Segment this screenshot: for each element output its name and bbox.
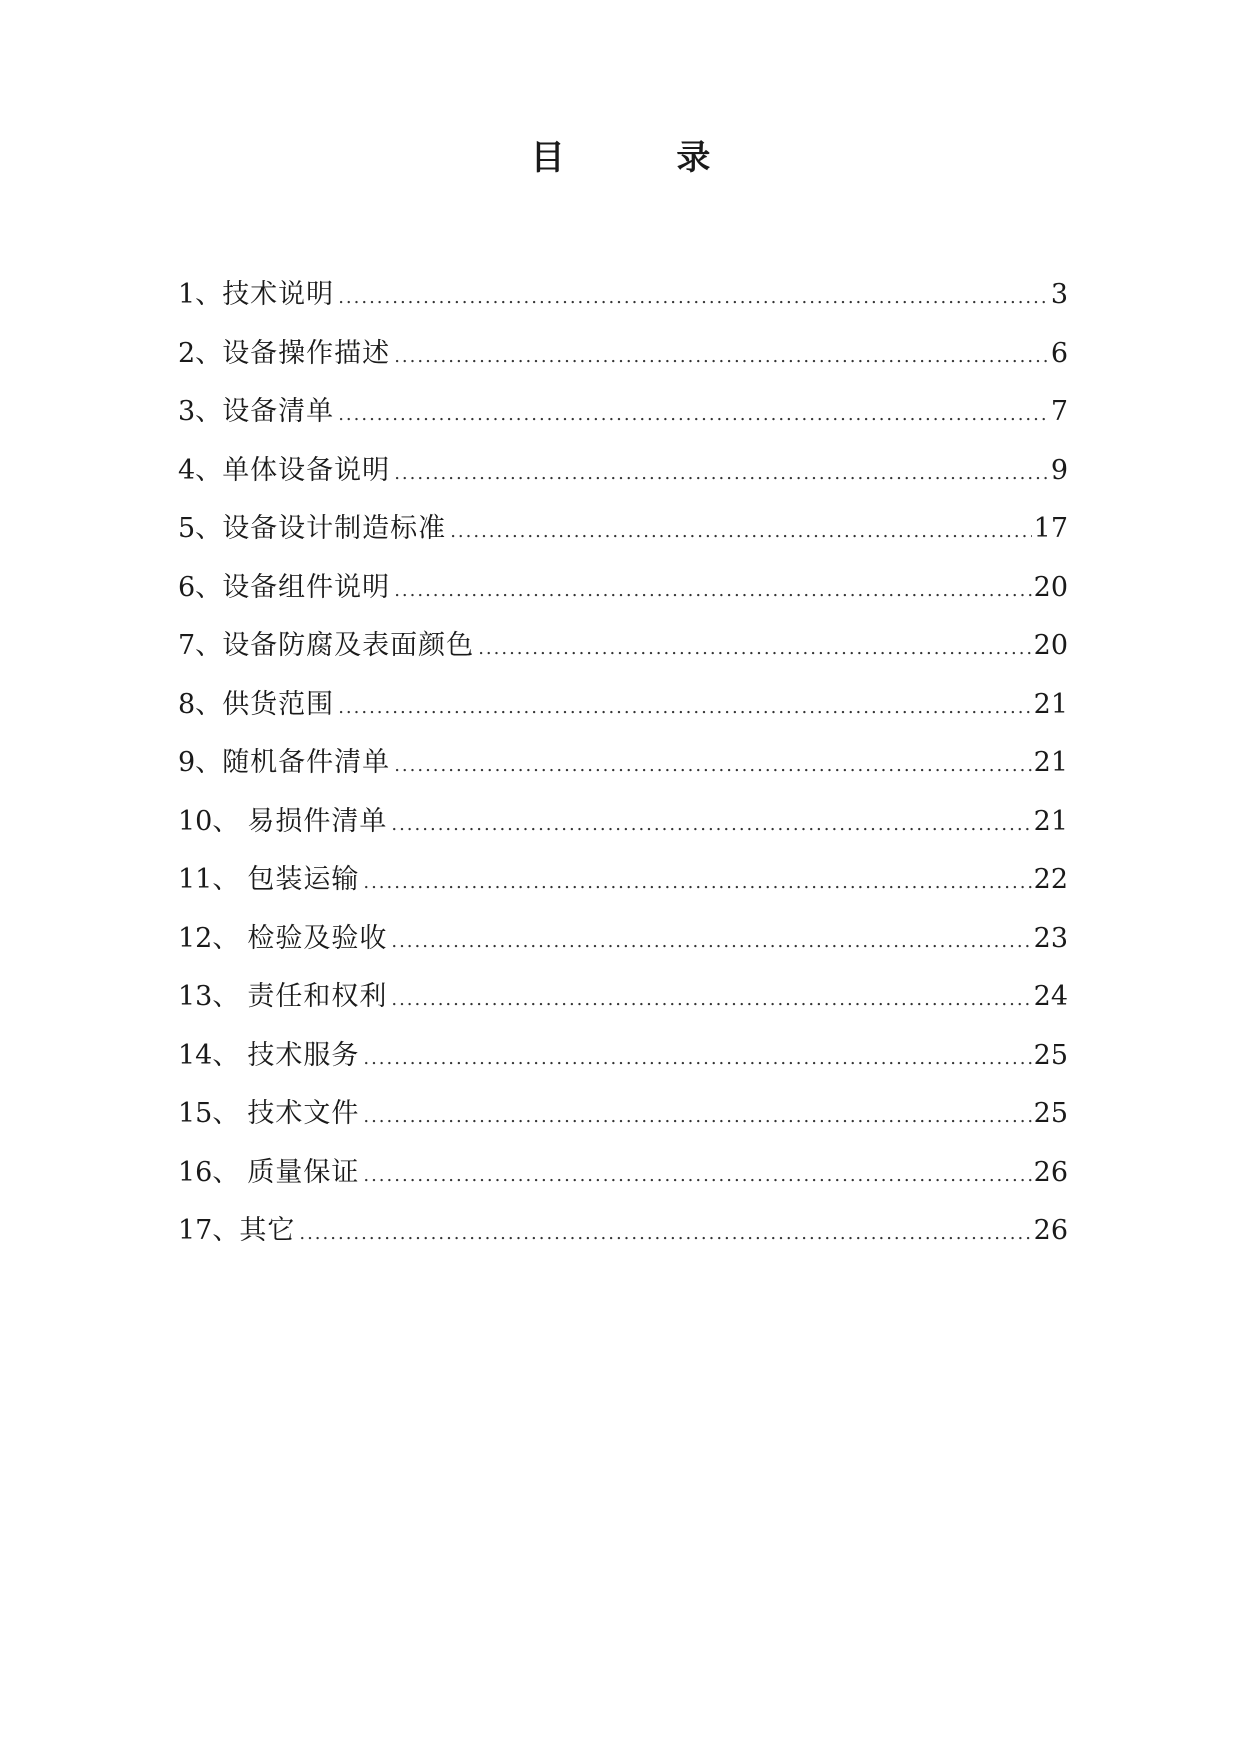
- toc-entry-page: 22: [1033, 864, 1068, 895]
- toc-entry-number: 16、: [178, 1156, 240, 1188]
- toc-entry-title: 质量保证: [247, 1156, 360, 1188]
- toc-entry-title: 供货范围: [222, 688, 335, 720]
- toc-entry-title: 随机备件清单: [222, 747, 391, 778]
- toc-entry-title: 包装运输: [247, 864, 360, 895]
- toc-entry-number: 15、: [178, 1098, 240, 1129]
- toc-entry[interactable]: [178, 743, 1068, 802]
- dot-leader: [394, 454, 1049, 494]
- dot-leader: [391, 805, 1031, 845]
- toc-entry-title: 责任和权利: [247, 981, 388, 1012]
- toc-entry-page: 3: [1050, 279, 1068, 310]
- toc-entry-number: 9、: [178, 747, 223, 778]
- dot-leader: [394, 337, 1049, 377]
- dot-leader: [363, 1039, 1031, 1079]
- dot-leader: [391, 922, 1031, 962]
- toc-entry-title: 易损件清单: [247, 805, 388, 837]
- dot-leader: [363, 863, 1031, 903]
- page-title: 目 录: [530, 138, 761, 178]
- toc-entry[interactable]: [178, 509, 1068, 568]
- toc-entry-number: 11、: [178, 864, 240, 895]
- toc-entry-title: 检验及验收: [247, 922, 388, 954]
- toc-entry-number: 3、: [178, 396, 223, 427]
- toc-entry-page: 21: [1033, 688, 1068, 720]
- toc-entry-page: 23: [1033, 922, 1068, 954]
- toc-entry[interactable]: [178, 977, 1068, 1036]
- toc-entry[interactable]: [178, 860, 1068, 919]
- dot-leader: [394, 746, 1031, 786]
- toc-entry-page: 21: [1033, 747, 1068, 778]
- dot-leader: [363, 1097, 1031, 1137]
- toc-entry-page: 17: [1033, 513, 1068, 544]
- toc-entry[interactable]: [178, 1153, 1068, 1212]
- toc-entry[interactable]: [178, 685, 1068, 744]
- toc-entry-title: 设备清单: [222, 396, 335, 427]
- toc-entry-title: 技术文件: [247, 1098, 360, 1129]
- toc-entry-number: 17、: [178, 1215, 240, 1246]
- toc-entry-number: 4、: [178, 454, 223, 486]
- toc-entry[interactable]: [178, 334, 1068, 393]
- toc-entry[interactable]: [178, 568, 1068, 627]
- toc-entry-number: 1、: [178, 279, 223, 310]
- toc-entry-number: 8、: [178, 688, 223, 720]
- toc-entry-number: 12、: [178, 922, 240, 954]
- toc-entry-page: 20: [1033, 571, 1068, 603]
- dot-leader: [450, 512, 1031, 552]
- toc-entry[interactable]: [178, 1094, 1068, 1153]
- toc-entry-title: 设备防腐及表面颜色: [222, 630, 475, 661]
- toc-entry-number: 13、: [178, 981, 240, 1012]
- toc-entry-page: 21: [1033, 805, 1068, 837]
- toc-entry-title: 其它: [239, 1215, 296, 1246]
- toc-entry-title: 技术服务: [247, 1039, 360, 1071]
- toc-entry-page: 24: [1033, 981, 1068, 1012]
- dot-leader: [338, 278, 1049, 318]
- toc-entry-page: 26: [1033, 1156, 1068, 1188]
- toc-entry[interactable]: [178, 626, 1068, 685]
- toc-entry-page: 25: [1033, 1098, 1068, 1129]
- dot-leader: [338, 688, 1031, 728]
- toc-entry-title: 设备操作描述: [222, 337, 391, 369]
- toc-entry[interactable]: [178, 392, 1068, 451]
- toc-entry-number: 10、: [178, 805, 240, 837]
- toc-entry-number: 2、: [178, 337, 223, 369]
- toc-entry[interactable]: [178, 919, 1068, 978]
- toc-entry-number: 6、: [178, 571, 223, 603]
- toc-entry-title: 设备设计制造标准: [222, 513, 447, 544]
- toc-entry[interactable]: [178, 451, 1068, 510]
- toc-entry-page: 20: [1033, 630, 1068, 661]
- dot-leader: [391, 980, 1031, 1020]
- toc-entry-title: 技术说明: [222, 279, 335, 310]
- toc-entry-page: 26: [1033, 1215, 1068, 1246]
- toc-entry-number: 14、: [178, 1039, 240, 1071]
- toc-entry[interactable]: [178, 802, 1068, 861]
- toc-entry[interactable]: [178, 1036, 1068, 1095]
- toc-entry-number: 7、: [178, 630, 223, 661]
- dot-leader: [478, 629, 1031, 669]
- table-of-contents: [178, 275, 1068, 1270]
- dot-leader: [363, 1156, 1031, 1196]
- toc-entry-number: 5、: [178, 513, 223, 544]
- toc-entry[interactable]: [178, 1211, 1068, 1270]
- dot-leader: [338, 395, 1049, 435]
- toc-entry-title: 单体设备说明: [222, 454, 391, 486]
- toc-entry-page: 7: [1050, 396, 1068, 427]
- dot-leader: [394, 571, 1031, 611]
- toc-entry-title: 设备组件说明: [222, 571, 391, 603]
- toc-entry-page: 6: [1050, 337, 1068, 369]
- toc-entry[interactable]: [178, 275, 1068, 334]
- toc-entry-page: 25: [1033, 1039, 1068, 1071]
- toc-entry-page: 9: [1050, 454, 1068, 486]
- dot-leader: [299, 1214, 1031, 1254]
